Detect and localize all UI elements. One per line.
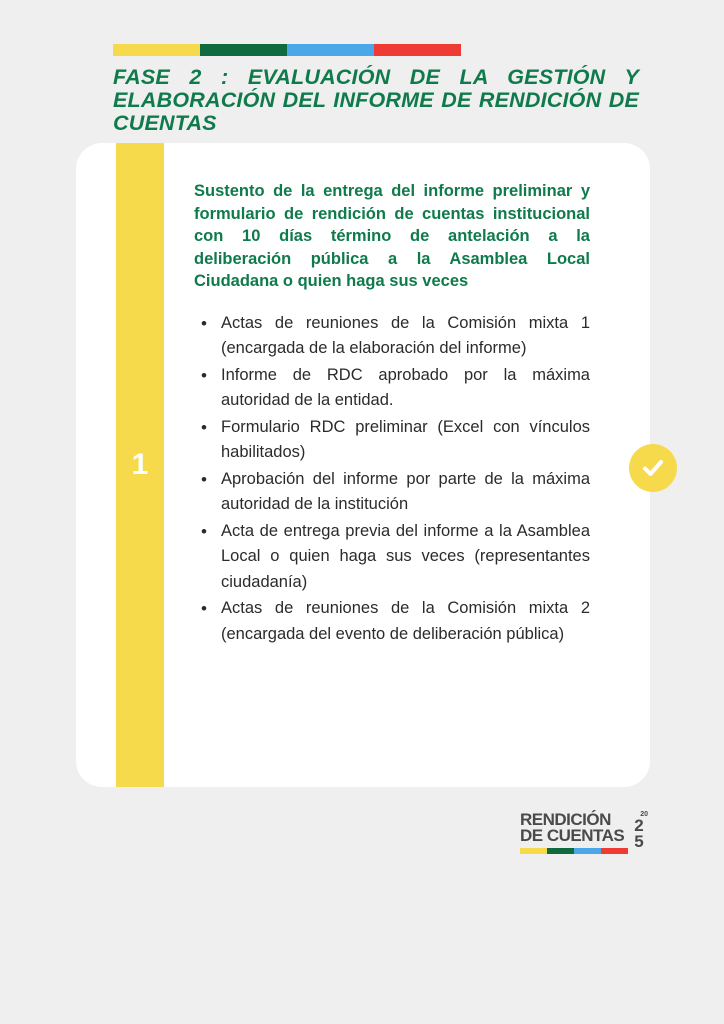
step-number: 1 [131,448,149,481]
card-content [194,180,590,648]
list-item [194,415,590,466]
color-bar-green [200,44,287,56]
check-badge [629,444,677,492]
logo-bar-red [601,848,628,854]
logo-year [630,811,648,850]
bullet-icon: • [201,599,207,618]
list-item [194,467,590,518]
list-item [194,596,590,647]
list-item [194,363,590,414]
logo-year-prefix: 20 [640,811,648,818]
logo-color-bar [520,848,628,854]
logo-year-digit-2: 5 [634,832,644,851]
list-item [194,519,590,596]
list-item-label: Aprobación del informe por parte de la máxima autoridad de la institución [221,469,590,513]
color-bar-yellow [113,44,200,56]
phase-title: EVALUACIÓN DE LA GESTIÓN Y ELABORACIÓN DEL INFORME DE RENDICIÓN DE CUENTAS [113,65,639,135]
step-number-strip [116,143,164,787]
check-icon [638,453,668,483]
brand-logo [520,812,648,854]
list-item-label: Actas de reuniones de la Comisión mixta 2 (encargada del evento de deliberación pública) [221,599,590,643]
list-item [194,311,590,362]
bullet-icon: • [201,313,207,333]
requirements-list [194,311,590,648]
color-bar-red [374,44,461,56]
card-intro-text: Sustento de la entrega del informe preliminar y formulario de rendición de cuentas institucional con 10 días término de antelación a la deliberación pública a la Asamblea Local Ciudadana o quien haga sus veces [194,182,590,290]
logo-line-2: DE CUENTAS [520,826,625,845]
logo-year-digit-1: 2 [634,816,644,835]
bullet-icon: • [201,417,207,437]
top-color-bar [113,44,461,56]
list-item-label: Formulario RDC preliminar (Excel con vínculos habilitados) [221,417,590,461]
page-title [113,66,639,135]
logo-line-1: RENDICIÓN [520,810,611,829]
logo-bar-blue [574,848,601,854]
bullet-icon: • [201,469,207,489]
bullet-icon: • [201,365,207,385]
bullet-icon: • [201,521,207,541]
list-item-label: Acta de entrega previa del informe a la Asamblea Local o quien haga sus veces (representantes ciudadanía) [221,521,590,591]
color-bar-blue [287,44,374,56]
phase-label: FASE 2 : [113,65,248,89]
logo-bar-yellow [520,848,547,854]
list-item-label: Informe de RDC aprobado por la máxima autoridad de la entidad. [221,365,590,409]
logo-bar-green [547,848,574,854]
list-item-label: Actas de reuniones de la Comisión mixta 1 (encargada de la elaboración del informe) [221,313,590,357]
